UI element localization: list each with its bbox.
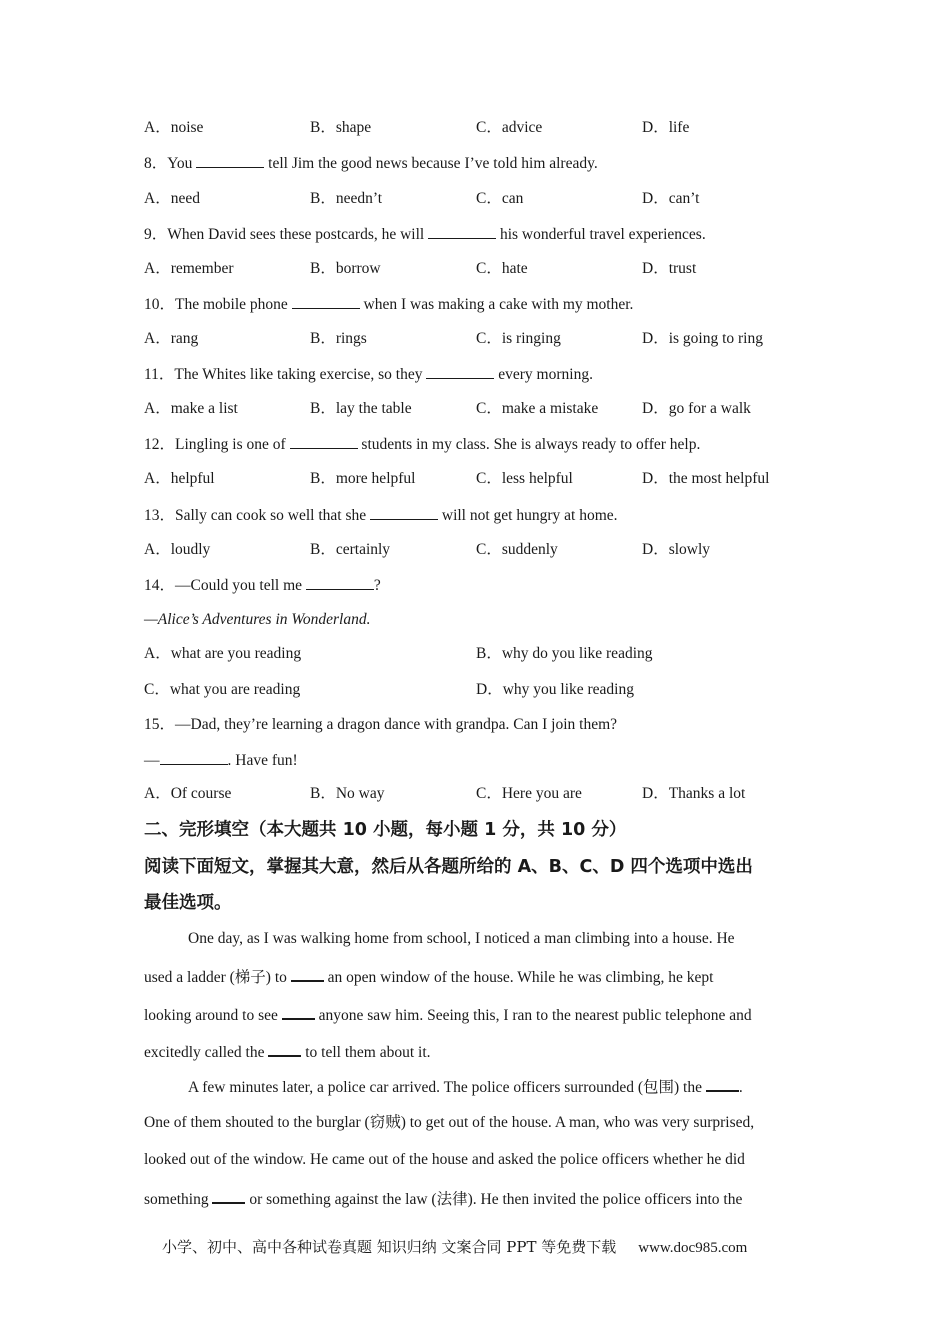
q12-option-c: C．less helpful [476, 470, 573, 487]
q12-option-d: D．the most helpful [642, 470, 770, 487]
footer-url[interactable]: www.doc985.com [638, 1240, 748, 1256]
q8-stem: 8．You tell Jim the good news because I’ve told him already. [144, 155, 598, 172]
q15-option-b: B．No way [310, 785, 385, 802]
q13-option-a: A．loudly [144, 541, 211, 558]
q14-option-d: D．why you like reading [476, 681, 634, 698]
q7-option-c: C．advice [476, 119, 543, 136]
cloze-blank [291, 966, 324, 982]
q10-option-c: C．is ringing [476, 330, 561, 347]
answer-blank [426, 364, 494, 379]
section-instruction-line1: 阅读下面短文，掌握其大意，然后从各题所给的 A、B、C、D 四个选项中选出 [144, 857, 753, 877]
q10-option-a: A．rang [144, 330, 199, 347]
q15-option-d: D．Thanks a lot [642, 785, 746, 802]
cloze-blank [268, 1041, 301, 1057]
cloze-blank [706, 1076, 739, 1092]
answer-blank [292, 294, 360, 309]
section-instruction-line2: 最佳选项。 [144, 893, 232, 913]
answer-blank [160, 750, 228, 765]
q9-stem: 9．When David sees these postcards, he will his wonderful travel experiences. [144, 226, 706, 243]
q9-option-a: A．remember [144, 260, 234, 277]
q8-option-d: D．can’t [642, 190, 700, 207]
page-footer [162, 1236, 747, 1257]
q9-option-c: C．hate [476, 260, 528, 277]
q11-option-d: D．go for a walk [642, 400, 751, 417]
q15-reply: — . Have fun! [144, 752, 298, 769]
q10-option-b: B．rings [310, 330, 367, 347]
q7-option-d: D．life [642, 119, 690, 136]
q14-option-b: B．why do you like reading [476, 645, 653, 662]
passage-line: something or something against the law (法律). He then invited the police officers into the [144, 1188, 742, 1210]
passage-line: A few minutes later, a police car arrived. The police officers surrounded (包围) the . [188, 1076, 743, 1098]
q15-option-c: C．Here you are [476, 785, 582, 802]
cloze-blank [212, 1188, 245, 1204]
passage-line: One of them shouted to the burglar (窃贼) to get out of the house. A man, who was very surprised, [144, 1114, 755, 1131]
q11-option-c: C．make a mistake [476, 400, 599, 417]
answer-blank [196, 153, 264, 168]
q13-option-c: C．suddenly [476, 541, 558, 558]
footer-text: 小学、初中、高中各种试卷真题 知识归纳 文案合同 PPT 等免费下载 [162, 1238, 617, 1256]
q11-option-a: A．make a list [144, 400, 238, 417]
passage-line: excitedly called the to tell them about it. [144, 1041, 431, 1063]
answer-blank [290, 434, 358, 449]
q10-stem: 10．The mobile phone when I was making a cake with my mother. [144, 296, 634, 313]
q11-stem: 11．The Whites like taking exercise, so they every morning. [144, 366, 593, 383]
q8-option-c: C．can [476, 190, 524, 207]
q15-option-a: A．Of course [144, 785, 232, 802]
answer-blank [428, 224, 496, 239]
q12-option-a: A．helpful [144, 470, 215, 487]
q9-option-b: B．borrow [310, 260, 381, 277]
q14-stem: 14．—Could you tell me ? [144, 577, 381, 594]
q13-option-d: D．slowly [642, 541, 711, 558]
q12-stem: 12．Lingling is one of students in my class. She is always ready to offer help. [144, 436, 701, 453]
q9-option-d: D．trust [642, 260, 697, 277]
answer-blank [370, 505, 438, 520]
q13-option-b: B．certainly [310, 541, 391, 558]
passage-line: looking around to see anyone saw him. Seeing this, I ran to the nearest public telephone and [144, 1004, 752, 1026]
q14-option-a: A．what are you reading [144, 645, 302, 662]
cloze-blank [282, 1004, 315, 1020]
section-title: 二、完形填空（本大题共 10 小题，每小题 1 分，共 10 分） [144, 820, 627, 840]
passage-line: used a ladder (梯子) to an open window of the house. While he was climbing, he kept [144, 966, 714, 988]
q15-stem: 15．—Dad, they’re learning a dragon dance with grandpa. Can I join them? [144, 716, 618, 733]
q14-option-c: C．what you are reading [144, 681, 301, 698]
q10-option-d: D．is going to ring [642, 330, 763, 347]
q12-option-b: B．more helpful [310, 470, 416, 487]
q7-option-b: B．shape [310, 119, 372, 136]
q7-option-a: A．noise [144, 119, 204, 136]
passage-line: looked out of the window. He came out of the house and asked the police officers whether he did [144, 1151, 745, 1168]
q8-option-b: B．needn’t [310, 190, 383, 207]
q14-reply: —Alice’s Adventures in Wonderland. [144, 611, 371, 628]
passage-line: One day, as I was walking home from school, I noticed a man climbing into a house. He [188, 930, 735, 947]
q11-option-b: B．lay the table [310, 400, 412, 417]
q13-stem: 13．Sally can cook so well that she will not get hungry at home. [144, 507, 618, 524]
q8-option-a: A．need [144, 190, 200, 207]
answer-blank [306, 575, 374, 590]
